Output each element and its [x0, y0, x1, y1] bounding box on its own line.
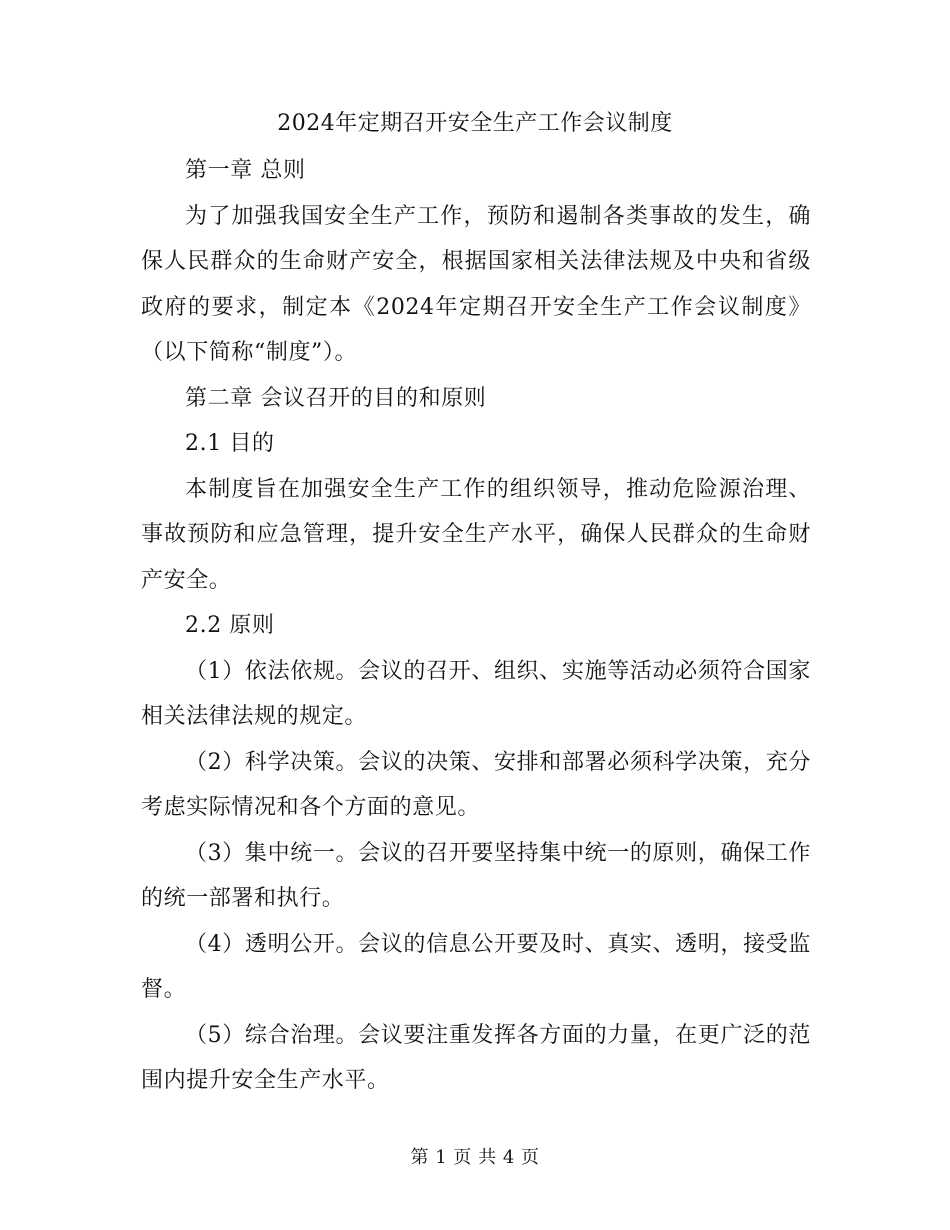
paragraph: 为了加强我国安全生产工作，预防和遏制各类事故的发生，确保人民群众的生命财产安全，根据国家相关法律法规及中央和省级政府的要求，制定本《2024年定期召开安全生产工作会议制度》（以下简称“制度”）。 [141, 203, 811, 365]
list-item: （5）综合治理。会议要注重发挥各方面的力量，在更广泛的范围内提升安全生产水平。 [141, 1022, 811, 1093]
list-item: （1）依法依规。会议的召开、组织、实施等活动必须符合国家相关法律法规的规定。 [141, 658, 811, 729]
list-item: （2）科学决策。会议的决策、安排和部署必须科学决策，充分考虑实际情况和各个方面的意见。 [141, 749, 811, 820]
chapter-heading: 第一章 总则 [185, 158, 306, 183]
list-item: （3）集中统一。会议的召开要坚持集中统一的原则，确保工作的统一部署和执行。 [141, 840, 811, 911]
page-footer: 第 1 页 共 4 页 [410, 1147, 540, 1168]
list-item: （4）透明公开。会议的信息公开要及时、真实、透明，接受监督。 [141, 931, 811, 1002]
section-heading: 2.2 原则 [185, 613, 275, 638]
document-title: 2024年定期召开安全生产工作会议制度 [277, 111, 673, 136]
document-body [141, 148, 811, 1104]
section-heading: 2.1 目的 [185, 431, 275, 456]
chapter-heading: 第二章 会议召开的目的和原则 [185, 385, 487, 411]
paragraph: 本制度旨在加强安全生产工作的组织领导，推动危险源治理、事故预防和应急管理，提升安全生产水平，确保人民群众的生命财产安全。 [141, 476, 811, 593]
